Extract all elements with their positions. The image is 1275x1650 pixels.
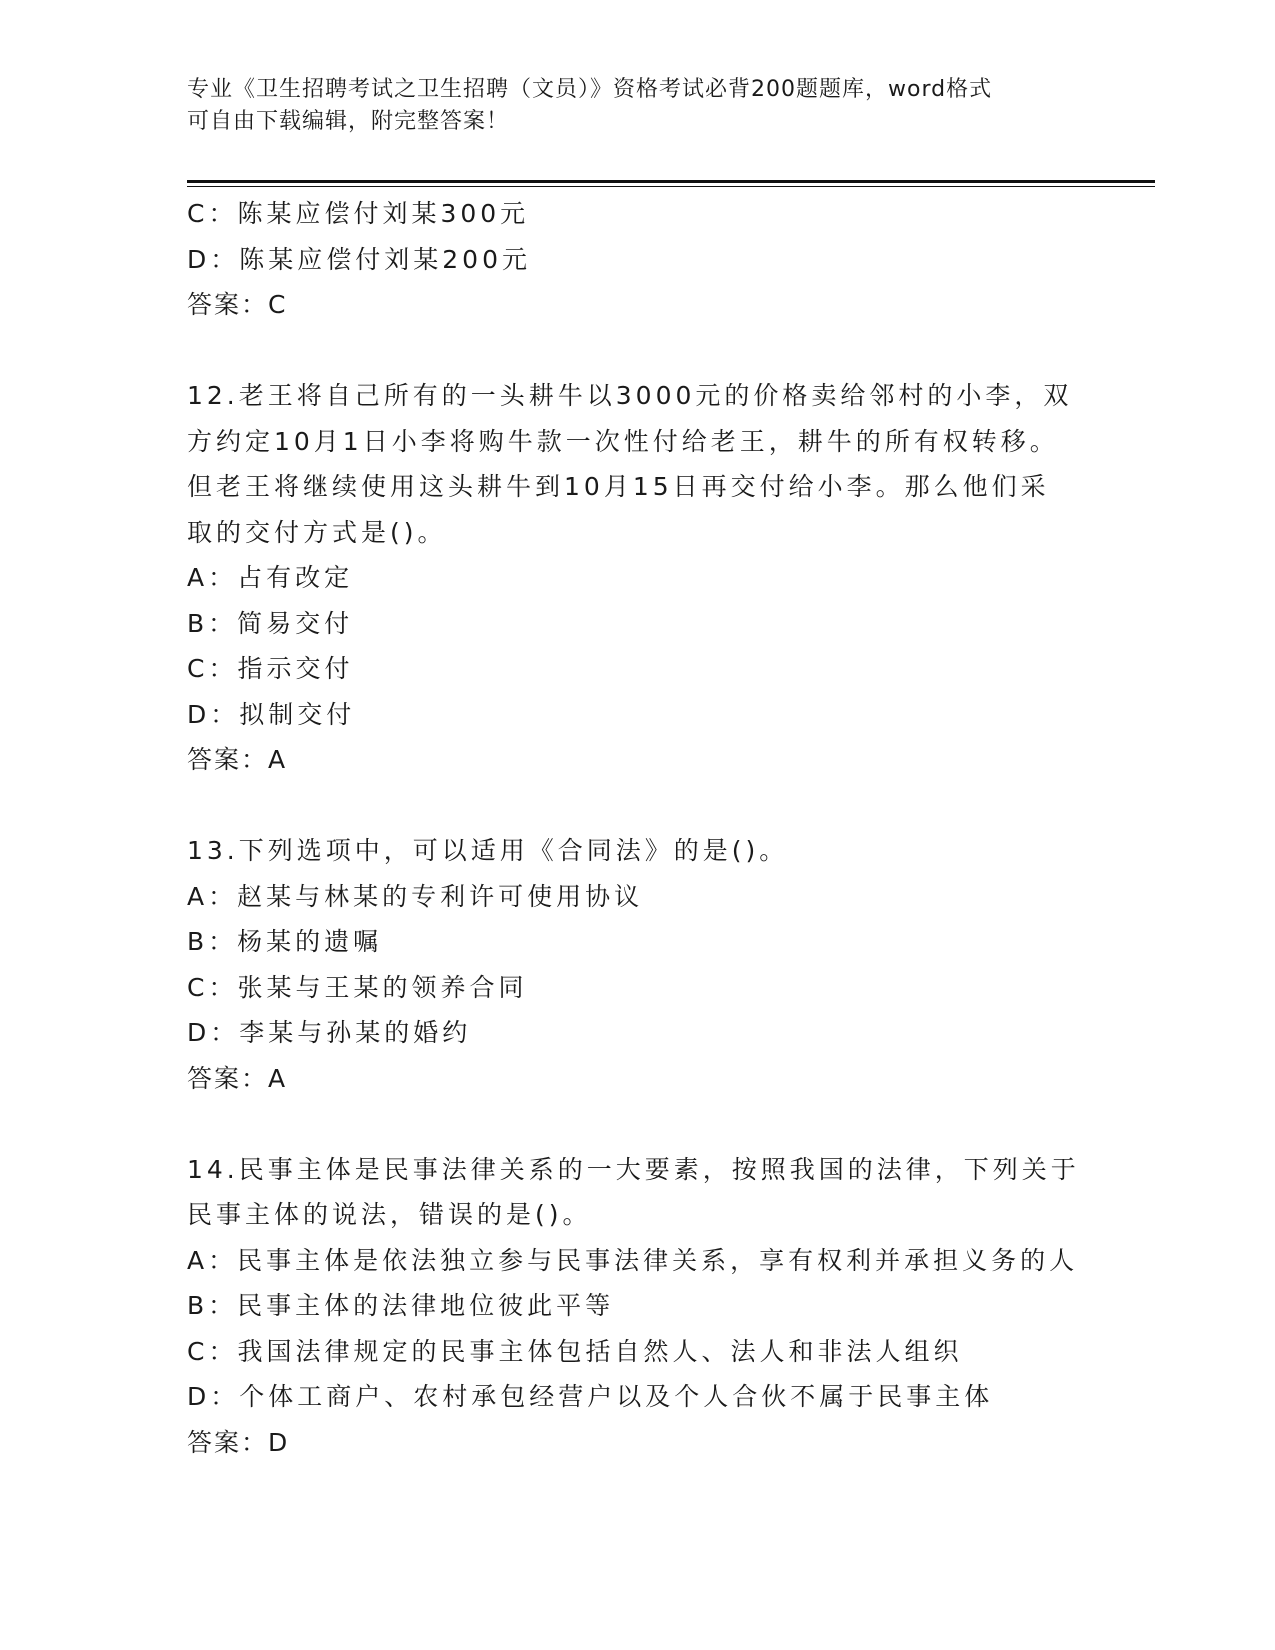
- header-rule-thick: [187, 180, 1155, 183]
- option-a: A：占有改定: [187, 563, 354, 592]
- prev-question-block: [187, 191, 1087, 328]
- header-line-1: 专业《卫生招聘考试之卫生招聘（文员）》资格考试必背200题题库，word格式: [187, 77, 993, 102]
- document-header: [187, 74, 1087, 138]
- option-b: B：民事主体的法律地位彼此平等: [187, 1291, 615, 1320]
- option-c: C：指示交付: [187, 654, 354, 683]
- question-stem-line: 民事主体的说法，错误的是()。: [187, 1200, 592, 1229]
- option-b: B：简易交付: [187, 608, 354, 638]
- spacer: [187, 328, 1087, 374]
- question-stem-line: 但老王将继续使用这头耕牛到10月15日再交付给小李。那么他们采: [187, 472, 1050, 501]
- spacer: [187, 1101, 1087, 1147]
- question-12-block: [187, 373, 1087, 783]
- option-c: C：陈某应偿付刘某300元: [187, 199, 530, 228]
- option-d: D：拟制交付: [187, 699, 356, 729]
- question-stem-line: 14.民事主体是民事法律关系的一大要素，按照我国的法律，下列关于: [187, 1154, 1080, 1184]
- question-13-block: [187, 828, 1087, 1101]
- option-a: A：赵某与林某的专利许可使用协议: [187, 881, 644, 911]
- answer-line: 答案：A: [187, 1063, 288, 1093]
- question-stem-line: 取的交付方式是()。: [187, 517, 447, 547]
- header-line-2: 可自由下载编辑，附完整答案！: [187, 109, 510, 134]
- answer-line: 答案：D: [187, 1427, 290, 1457]
- option-d: D：个体工商户、农村承包经营户以及个人合伙不属于民事主体: [187, 1382, 994, 1411]
- spacer: [187, 783, 1087, 829]
- answer-line: 答案：A: [187, 745, 288, 774]
- answer-line: 答案：C: [187, 290, 288, 319]
- header-rule-thin: [187, 186, 1155, 187]
- option-d: D：李某与孙某的婚约: [187, 1018, 472, 1047]
- question-stem-line: 13.下列选项中，可以适用《合同法》的是()。: [187, 836, 789, 865]
- question-stem-line: 方约定10月1日小李将购牛款一次性付给老王，耕牛的所有权转移。: [187, 426, 1059, 456]
- option-b: B：杨某的遗嘱: [187, 927, 383, 956]
- option-d: D：陈某应偿付刘某200元: [187, 244, 531, 274]
- option-a: A：民事主体是依法独立参与民事法律关系，享有权利并承担义务的人: [187, 1245, 1079, 1275]
- question-14-block: [187, 1147, 1087, 1466]
- option-c: C：张某与王某的领养合同: [187, 972, 528, 1002]
- option-c: C：我国法律规定的民事主体包括自然人、法人和非法人组织: [187, 1336, 963, 1366]
- question-stem-line: 12.老王将自己所有的一头耕牛以3000元的价格卖给邻村的小李，双: [187, 381, 1073, 410]
- question-list: [187, 191, 1087, 1465]
